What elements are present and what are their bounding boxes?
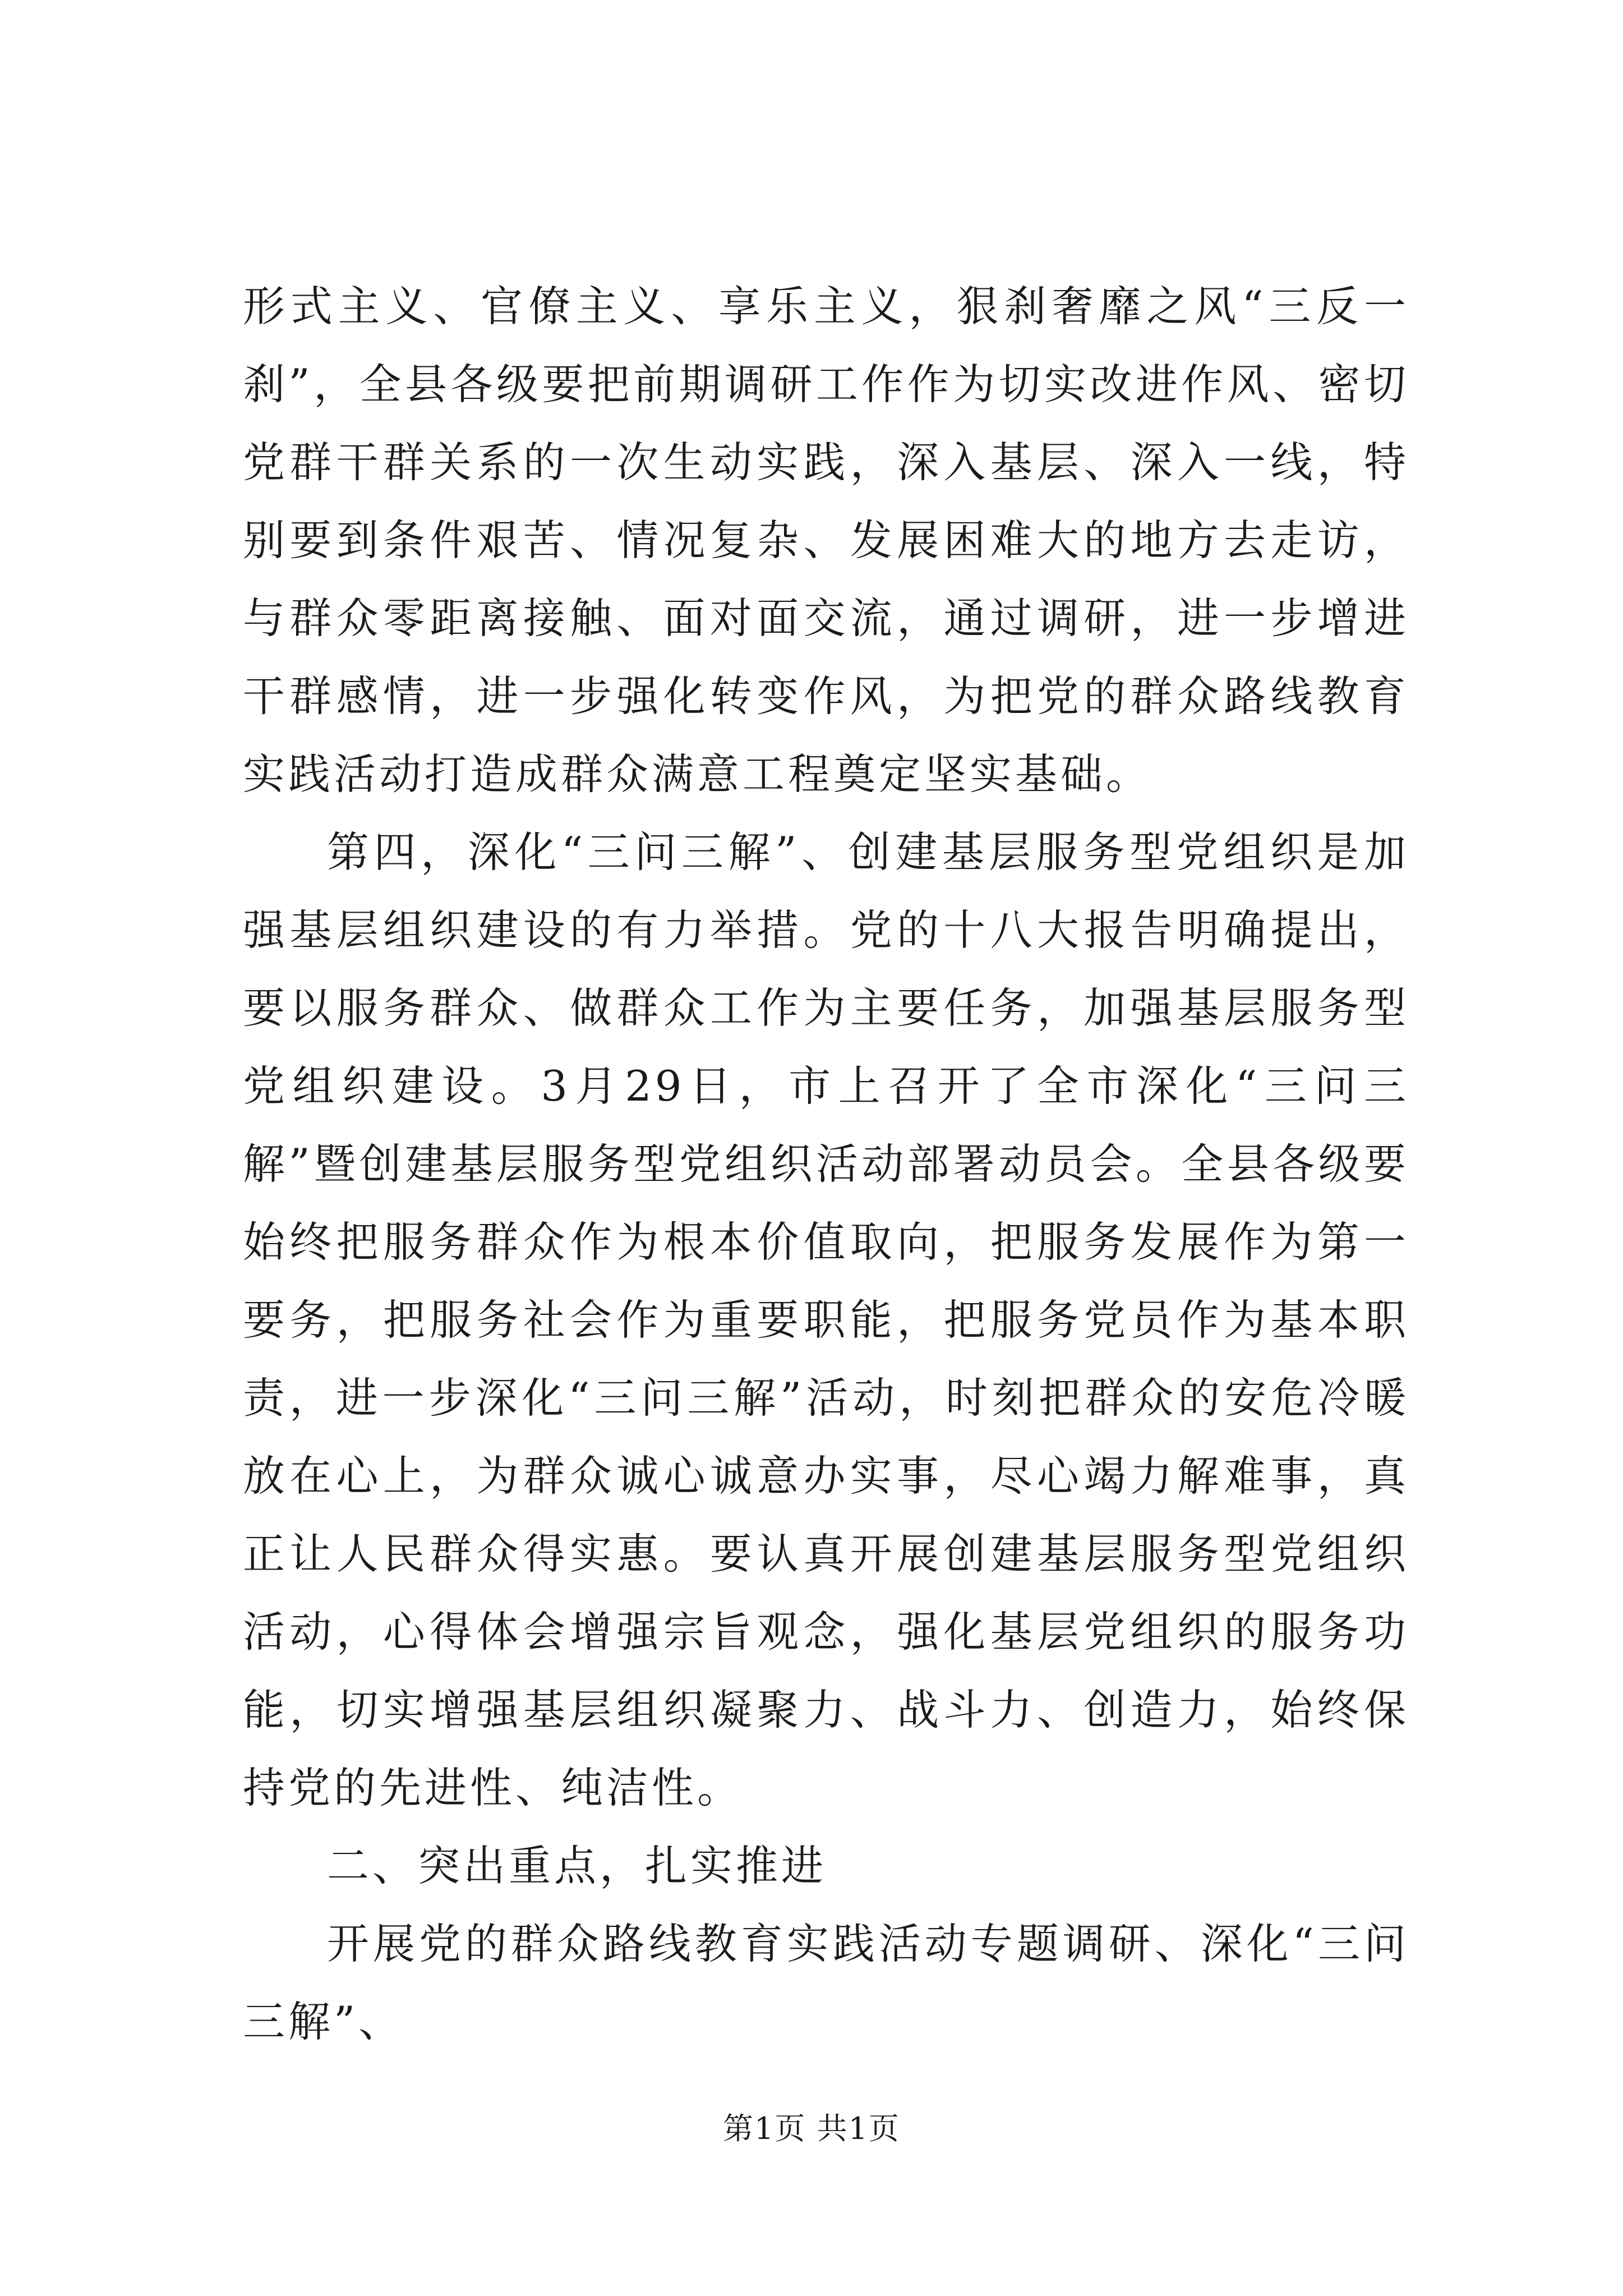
paragraph: 第四，深化“三问三解”、创建基层服务型党组织是加强基层组织建设的有力举措。党的十八大报告明确提出，要以服务群众、做群众工作为主要任务，加强基层服务型党组织建设。3月29日，市上召开了全市深化“三问三解”暨创建基层服务型党组织活动部署动员会。全县各级要始终把服务群众作为根本价值取向，把服务发展作为第一要务，把服务社会作为重要职能，把服务党员作为基本职责，进一步深化“三问三解”活动，时刻把群众的安危冷暖放在心上，为群众诚心诚意办实事，尽心竭力解难事，真正让人民群众得实惠。要认真开展创建基层服务型党组织活动，心得体会增强宗旨观念，强化基层党组织的服务功能，切实增强基层组织凝聚力、战斗力、创造力，始终保持党的先进性、纯洁性。 xyxy=(243,827,1409,1812)
paragraph: 开展党的群众路线教育实践活动专题调研、深化“三问三解”、 xyxy=(243,1919,1409,2046)
page-footer: 第1页 共1页 xyxy=(723,2111,900,2146)
paragraph: 形式主义、官僚主义、享乐主义，狠刹奢靡之风“三反一刹”，全县各级要把前期调研工作作为切实改进作风、密切党群干群关系的一次生动实践，深入基层、深入一线，特别要到条件艰苦、情况复杂、发展困难大的地方去走访，与群众零距离接触、面对面交流，通过调研，进一步增进干群感情，进一步强化转变作风，为把党的群众路线教育实践活动打造成群众满意工程奠定坚实基础。 xyxy=(243,282,1409,799)
section-heading: 二、突出重点，扎实推进 xyxy=(327,1841,827,1890)
document-body xyxy=(243,268,1409,2061)
